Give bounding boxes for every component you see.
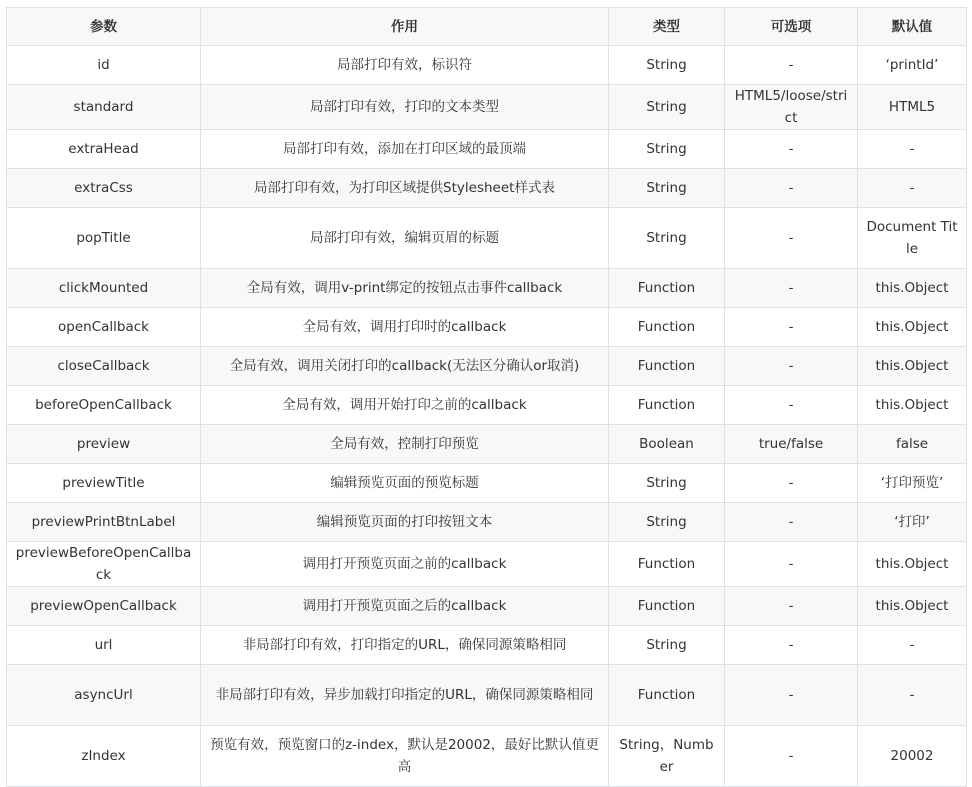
default-cell: - bbox=[858, 665, 967, 726]
options-cell: - bbox=[725, 130, 858, 169]
header-type: 类型 bbox=[609, 8, 725, 46]
type-cell: Function bbox=[609, 308, 725, 347]
table-row bbox=[7, 726, 967, 787]
header-purpose: 作用 bbox=[201, 8, 609, 46]
purpose-cell: 全局有效，调用开始打印之前的callback bbox=[201, 386, 609, 425]
table-row bbox=[7, 626, 967, 665]
header-default: 默认值 bbox=[858, 8, 967, 46]
purpose-cell: 局部打印有效，添加在打印区域的最顶端 bbox=[201, 130, 609, 169]
default-cell: this.Object bbox=[858, 347, 967, 386]
type-cell: String bbox=[609, 46, 725, 85]
default-cell: - bbox=[858, 169, 967, 208]
purpose-cell: 局部打印有效，打印的文本类型 bbox=[201, 85, 609, 130]
table-row bbox=[7, 587, 967, 626]
purpose-cell: 全局有效，调用打印时的callback bbox=[201, 308, 609, 347]
table-header bbox=[7, 8, 967, 46]
options-cell: - bbox=[725, 665, 858, 726]
param-cell: closeCallback bbox=[7, 347, 201, 386]
options-cell: - bbox=[725, 269, 858, 308]
type-cell: String bbox=[609, 130, 725, 169]
options-cell: - bbox=[725, 726, 858, 787]
options-cell: - bbox=[725, 587, 858, 626]
table-row bbox=[7, 169, 967, 208]
purpose-cell: 编辑预览页面的预览标题 bbox=[201, 464, 609, 503]
options-cell: true/false bbox=[725, 425, 858, 464]
options-cell: - bbox=[725, 169, 858, 208]
purpose-cell: 局部打印有效，标识符 bbox=[201, 46, 609, 85]
type-cell: Function bbox=[609, 587, 725, 626]
default-cell: HTML5 bbox=[858, 85, 967, 130]
default-cell: - bbox=[858, 130, 967, 169]
default-cell: false bbox=[858, 425, 967, 464]
options-cell: - bbox=[725, 386, 858, 425]
param-cell: preview bbox=[7, 425, 201, 464]
type-cell: String bbox=[609, 169, 725, 208]
type-cell: String bbox=[609, 626, 725, 665]
options-cell: - bbox=[725, 626, 858, 665]
options-cell: - bbox=[725, 542, 858, 587]
purpose-cell: 全局有效，调用关闭打印的callback(无法区分确认or取消) bbox=[201, 347, 609, 386]
param-cell: previewOpenCallback bbox=[7, 587, 201, 626]
table-row bbox=[7, 542, 967, 587]
param-cell: id bbox=[7, 46, 201, 85]
table-row bbox=[7, 46, 967, 85]
type-cell: Function bbox=[609, 386, 725, 425]
purpose-cell: 预览有效，预览窗口的z-index，默认是20002，最好比默认值更高 bbox=[201, 726, 609, 787]
default-cell: - bbox=[858, 626, 967, 665]
purpose-cell: 编辑预览页面的打印按钮文本 bbox=[201, 503, 609, 542]
purpose-cell: 局部打印有效，编辑页眉的标题 bbox=[201, 208, 609, 269]
default-cell: ‘打印’ bbox=[858, 503, 967, 542]
param-cell: extraCss bbox=[7, 169, 201, 208]
default-cell: this.Object bbox=[858, 386, 967, 425]
options-cell: - bbox=[725, 347, 858, 386]
default-cell: ‘printId’ bbox=[858, 46, 967, 85]
param-cell: url bbox=[7, 626, 201, 665]
default-cell: this.Object bbox=[858, 269, 967, 308]
default-cell: 20002 bbox=[858, 726, 967, 787]
type-cell: String bbox=[609, 464, 725, 503]
type-cell: String bbox=[609, 503, 725, 542]
options-cell: - bbox=[725, 46, 858, 85]
type-cell: Function bbox=[609, 269, 725, 308]
default-cell: this.Object bbox=[858, 587, 967, 626]
purpose-cell: 全局有效，控制打印预览 bbox=[201, 425, 609, 464]
purpose-cell: 调用打开预览页面之后的callback bbox=[201, 587, 609, 626]
table-row bbox=[7, 386, 967, 425]
default-cell: Document Title bbox=[858, 208, 967, 269]
table-row bbox=[7, 425, 967, 464]
param-cell: asyncUrl bbox=[7, 665, 201, 726]
options-cell: - bbox=[725, 464, 858, 503]
type-cell: String bbox=[609, 85, 725, 130]
type-cell: Function bbox=[609, 665, 725, 726]
default-cell: ‘打印预览’ bbox=[858, 464, 967, 503]
options-cell: - bbox=[725, 308, 858, 347]
param-cell: standard bbox=[7, 85, 201, 130]
options-cell: HTML5/loose/strict bbox=[725, 85, 858, 130]
table-row bbox=[7, 347, 967, 386]
type-cell: String，Number bbox=[609, 726, 725, 787]
table-row bbox=[7, 130, 967, 169]
type-cell: String bbox=[609, 208, 725, 269]
param-cell: extraHead bbox=[7, 130, 201, 169]
table-row bbox=[7, 208, 967, 269]
param-cell: previewBeforeOpenCallback bbox=[7, 542, 201, 587]
table-body bbox=[7, 46, 967, 787]
param-cell: clickMounted bbox=[7, 269, 201, 308]
param-cell: popTitle bbox=[7, 208, 201, 269]
table-row bbox=[7, 308, 967, 347]
table-row bbox=[7, 503, 967, 542]
param-cell: zIndex bbox=[7, 726, 201, 787]
purpose-cell: 全局有效，调用v-print绑定的按钮点击事件callback bbox=[201, 269, 609, 308]
header-param: 参数 bbox=[7, 8, 201, 46]
table-row bbox=[7, 85, 967, 130]
options-cell: - bbox=[725, 208, 858, 269]
default-cell: this.Object bbox=[858, 542, 967, 587]
purpose-cell: 调用打开预览页面之前的callback bbox=[201, 542, 609, 587]
purpose-cell: 局部打印有效，为打印区域提供Stylesheet样式表 bbox=[201, 169, 609, 208]
header-options: 可选项 bbox=[725, 8, 858, 46]
param-cell: beforeOpenCallback bbox=[7, 386, 201, 425]
param-cell: openCallback bbox=[7, 308, 201, 347]
table-row bbox=[7, 464, 967, 503]
param-cell: previewTitle bbox=[7, 464, 201, 503]
options-table bbox=[6, 7, 967, 787]
type-cell: Function bbox=[609, 347, 725, 386]
param-cell: previewPrintBtnLabel bbox=[7, 503, 201, 542]
table-row bbox=[7, 269, 967, 308]
purpose-cell: 非局部打印有效，异步加载打印指定的URL，确保同源策略相同 bbox=[201, 665, 609, 726]
table-row bbox=[7, 665, 967, 726]
default-cell: this.Object bbox=[858, 308, 967, 347]
type-cell: Boolean bbox=[609, 425, 725, 464]
type-cell: Function bbox=[609, 542, 725, 587]
options-cell: - bbox=[725, 503, 858, 542]
purpose-cell: 非局部打印有效，打印指定的URL，确保同源策略相同 bbox=[201, 626, 609, 665]
table-container bbox=[6, 7, 967, 787]
header-row bbox=[7, 8, 967, 46]
